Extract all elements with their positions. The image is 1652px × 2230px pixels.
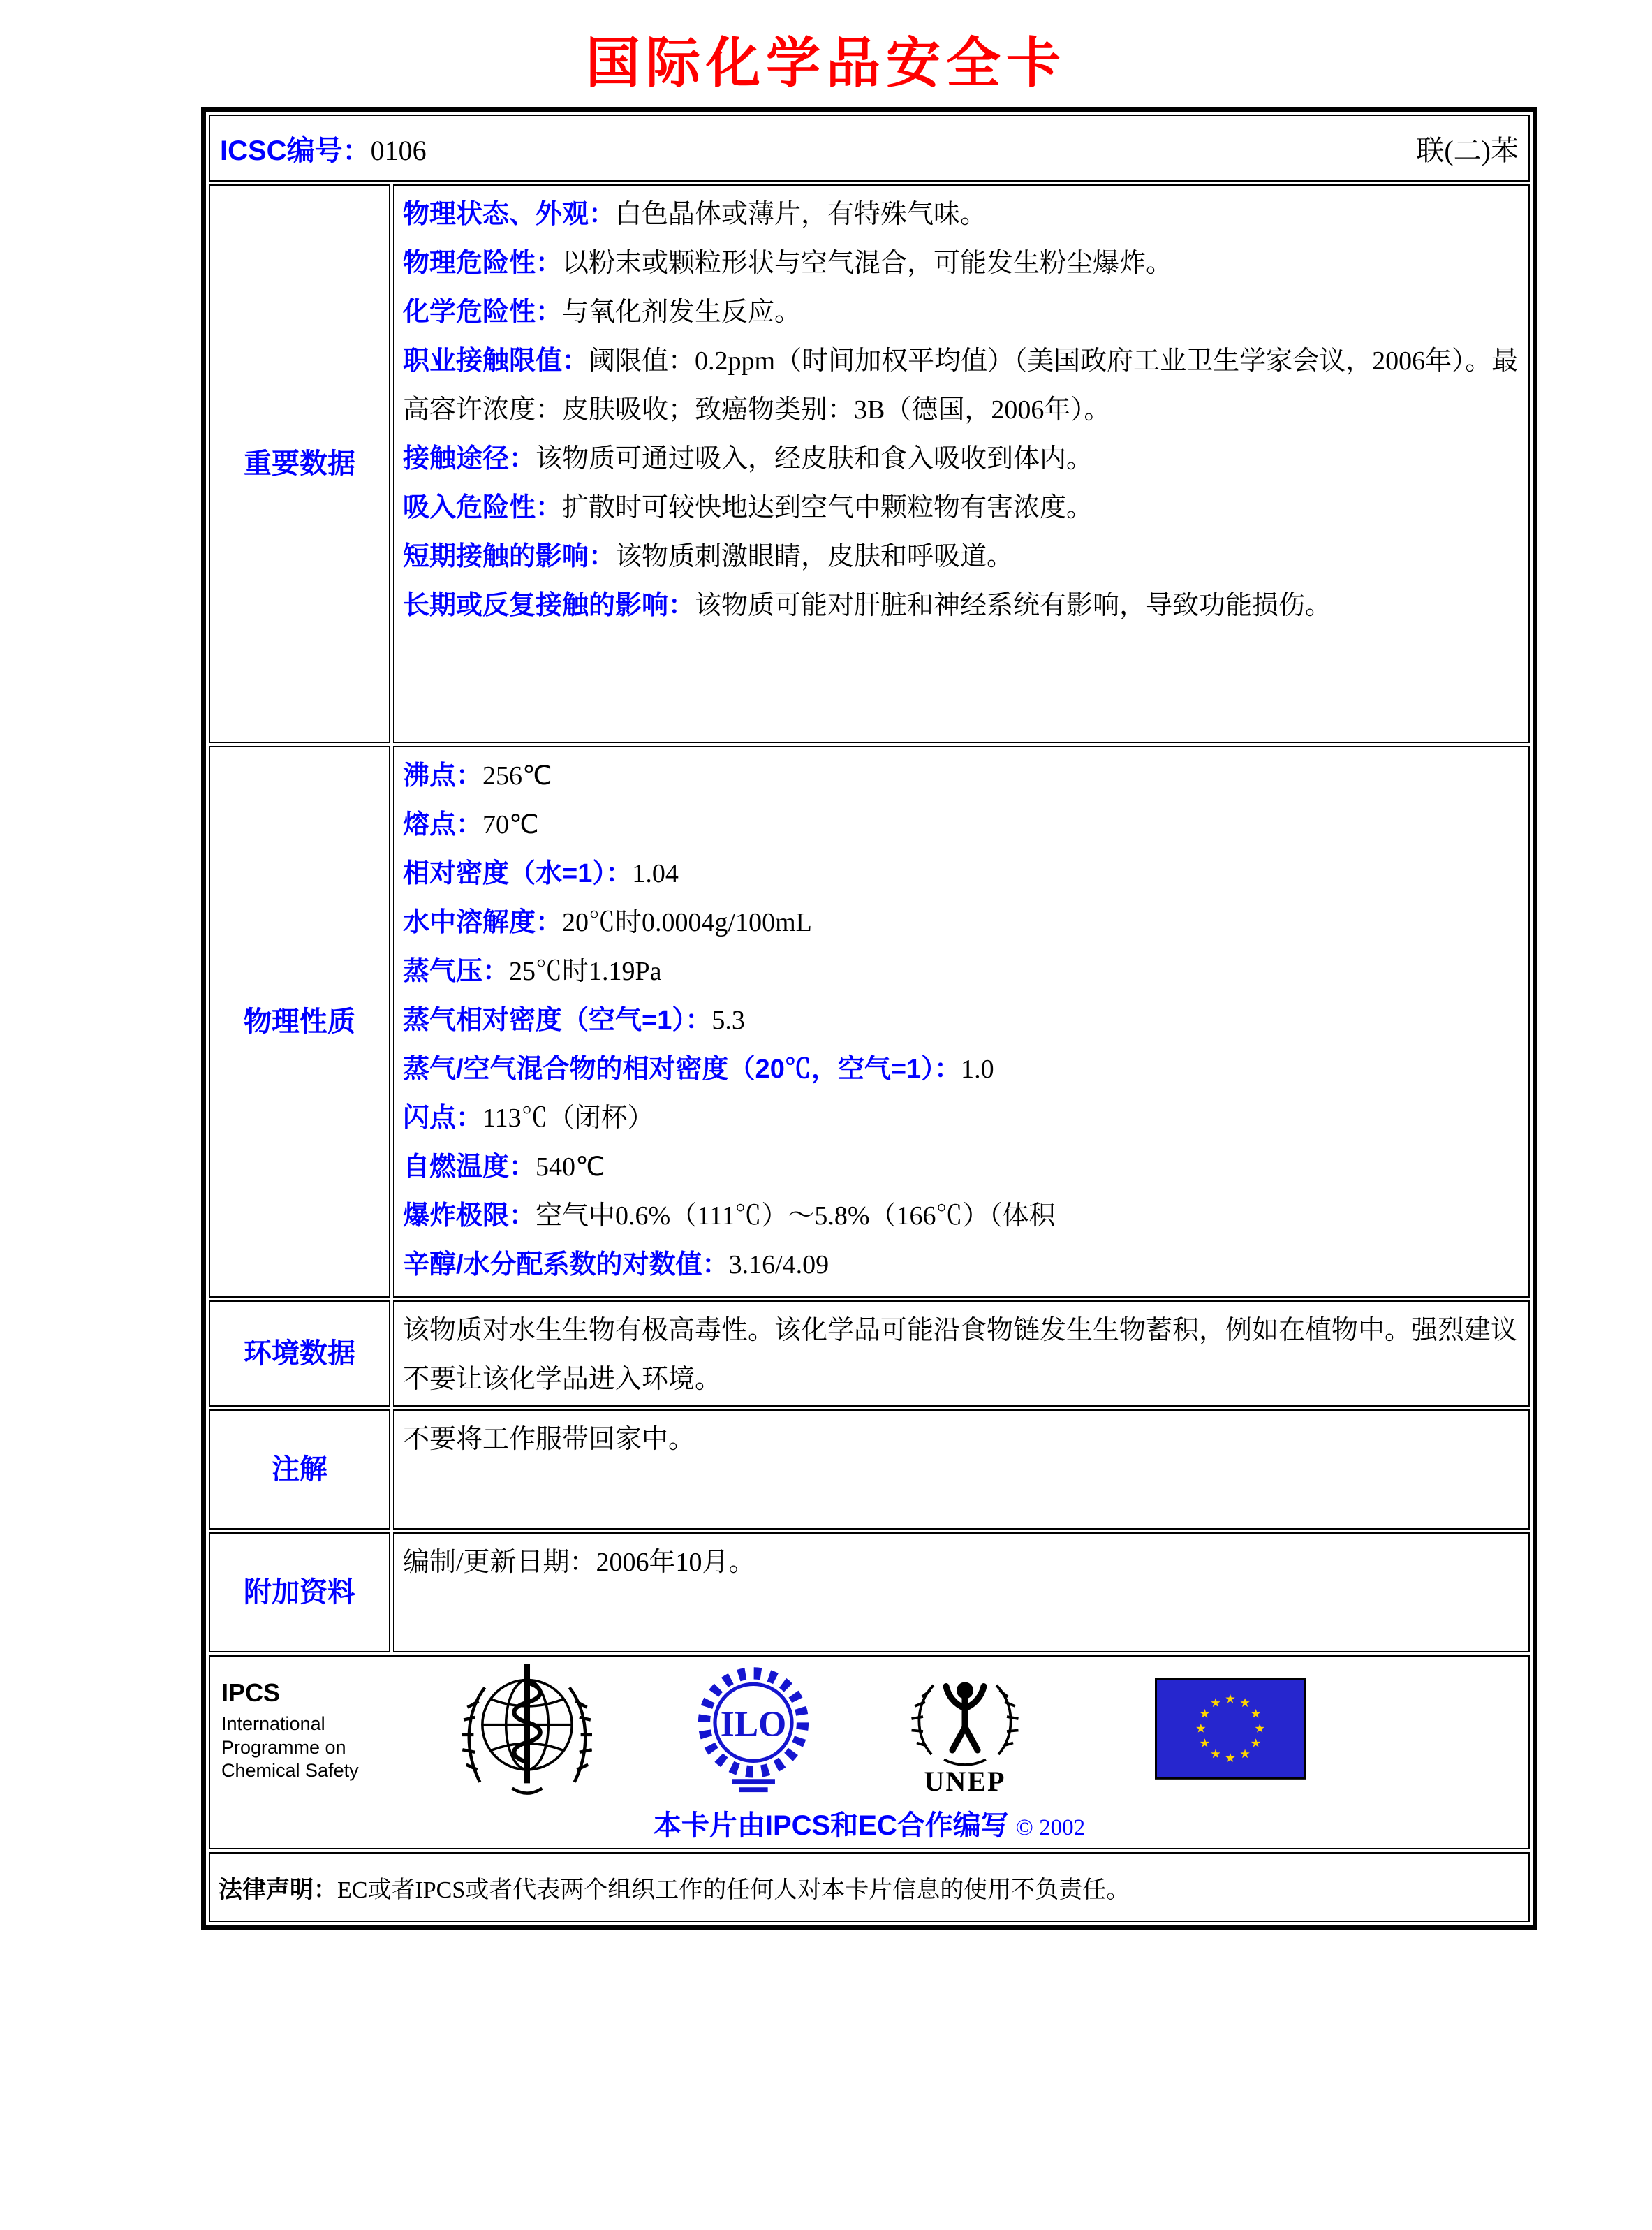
organization-logos [210,1661,1528,1799]
field-label: 熔点： [403,810,483,839]
field-value: 3.16/4.09 [728,1250,829,1279]
field-label: 相对密度（水=1）： [403,859,633,888]
data-line [403,1191,1520,1240]
field-label: 沸点： [403,761,483,791]
environmental-data-row [209,1300,1530,1407]
ilo-logo-icon [693,1662,813,1799]
section-label-physical: 物理性质 [209,746,390,1298]
legal-text: EC或者IPCS或者代表两个组织工作的任何人对本卡片信息的使用不负责任。 [337,1877,1130,1903]
data-line [403,1094,1520,1143]
field-value: 1.0 [961,1055,994,1084]
field-value: 25℃时1.19Pa [509,957,662,986]
copyright-text: © 2002 [1015,1815,1086,1840]
field-value: 白色晶体或薄片，有特殊气味。 [615,200,987,229]
data-line [403,1415,1520,1464]
field-label: 短期接触的影响： [403,542,616,571]
field-label: 化学危险性： [403,298,563,327]
important-data-row [209,184,1530,743]
ipcs-line2: Programme on [221,1736,346,1758]
data-line [403,751,1520,800]
data-line [403,898,1520,947]
data-line [403,190,1520,239]
field-value: 该物质可能对肝脏和神经系统有影响，导致功能损伤。 [695,591,1332,620]
field-value: 70℃ [482,810,539,839]
field-value: 该物质刺激眼睛，皮肤和呼吸道。 [615,542,1014,571]
ipcs-text-block [221,1677,385,1783]
section-label-env: 环境数据 [209,1300,390,1407]
section-content-additional [393,1532,1530,1652]
data-line [403,434,1520,483]
field-label: 水中溶解度： [403,908,563,937]
logos-row [209,1655,1530,1849]
legal-label: 法律声明： [219,1876,337,1903]
field-value: 与氧化剂发生反应。 [562,298,802,327]
field-value: 不要将工作服带回家中。 [403,1425,695,1454]
chemical-name: 联(二)苯 [1416,134,1519,166]
icsc-number-group [220,129,427,168]
data-line [403,337,1520,434]
field-value: 扩散时可较快地达到空气中颗粒物有害浓度。 [562,493,1093,522]
ilo-letters: ILO [720,1703,787,1744]
section-content-physical [393,746,1530,1298]
field-value: 编制/更新日期：2006年10月。 [403,1548,755,1577]
unep-label: UNEP [924,1766,1006,1797]
notes-row [209,1409,1530,1530]
field-label: 辛醇/水分配系数的对数值： [403,1250,729,1279]
credit-text: 本卡片由IPCS和EC合作编写 [653,1810,1009,1841]
data-line [403,947,1520,996]
who-logo-icon [462,1660,592,1800]
field-label: 自燃温度： [403,1152,536,1182]
data-line [403,800,1520,849]
section-content-important [393,184,1530,743]
section-label-additional: 附加资料 [209,1532,390,1652]
field-label: 职业接触限值： [403,346,589,376]
section-content-env [393,1300,1530,1407]
data-line [403,1143,1520,1191]
field-value: 113℃（闭杯） [482,1103,654,1133]
ipcs-acronym: IPCS [221,1678,281,1707]
field-label: 蒸气相对密度（空气=1）： [403,1006,712,1035]
field-label: 物理状态、外观： [403,200,616,229]
field-value: 256℃ [482,761,552,791]
data-line [403,996,1520,1045]
field-label: 吸入危险性： [403,493,563,522]
icsc-card-table [201,107,1537,1930]
eu-flag-icon [1155,1678,1306,1783]
data-line [403,1538,1520,1587]
field-label: 闪点： [403,1103,483,1133]
field-label: 蒸气压： [403,957,510,986]
field-value: 以粉末或颗粒形状与空气混合，可能发生粉尘爆炸。 [562,249,1173,278]
icsc-number-label: ICSC编号： [220,135,371,166]
additional-info-row [209,1532,1530,1652]
field-value: 该物质可通过吸入，经皮肤和食入吸收到体内。 [536,444,1093,474]
field-label: 长期或反复接触的影响： [403,591,695,620]
field-label: 物理危险性： [403,249,563,278]
data-line [403,1045,1520,1094]
ipcs-line1: International [221,1712,325,1734]
physical-properties-row [209,746,1530,1298]
legal-row [209,1852,1530,1922]
field-value: 阈限值：0.2ppm（时间加权平均值）（美国政府工业卫生学家会议，2006年）。最高容许浓度：皮肤吸收；致癌物类别：3B（德国，2006年）。 [403,346,1519,425]
data-line [403,239,1520,288]
ipcs-line3: Chemical Safety [221,1760,359,1782]
field-label: 爆炸极限： [403,1201,536,1231]
field-value: 1.04 [632,859,679,888]
data-line [403,849,1520,898]
field-value: 该物质对水生生物有极高毒性。该化学品可能沿食物链发生生物蓄积，例如在植物中。强烈建议不要让该化学品进入环境。 [403,1316,1518,1394]
credit-line [210,1803,1528,1843]
data-line [403,581,1520,630]
data-line [403,1240,1520,1289]
data-line [403,483,1520,532]
section-content-notes [393,1409,1530,1530]
field-label: 蒸气/空气混合物的相对密度（20℃，空气=1）： [403,1055,961,1084]
field-value: 20℃时0.0004g/100mL [562,908,812,937]
unep-logo-icon [901,1662,1029,1798]
field-value: 5.3 [711,1006,745,1035]
field-value: 空气中0.6%（111℃）～5.8%（166℃）（体积 [536,1201,1056,1231]
section-label-notes: 注解 [209,1409,390,1530]
page-title: 国际化学品安全卡 [585,33,1066,94]
field-label: 接触途径： [403,444,536,474]
data-line [403,288,1520,337]
header-row [209,115,1530,182]
data-line [403,1306,1520,1404]
field-value: 540℃ [536,1152,605,1182]
data-line [403,532,1520,581]
icsc-number-value: 0106 [370,134,427,166]
section-label-important: 重要数据 [209,184,390,743]
